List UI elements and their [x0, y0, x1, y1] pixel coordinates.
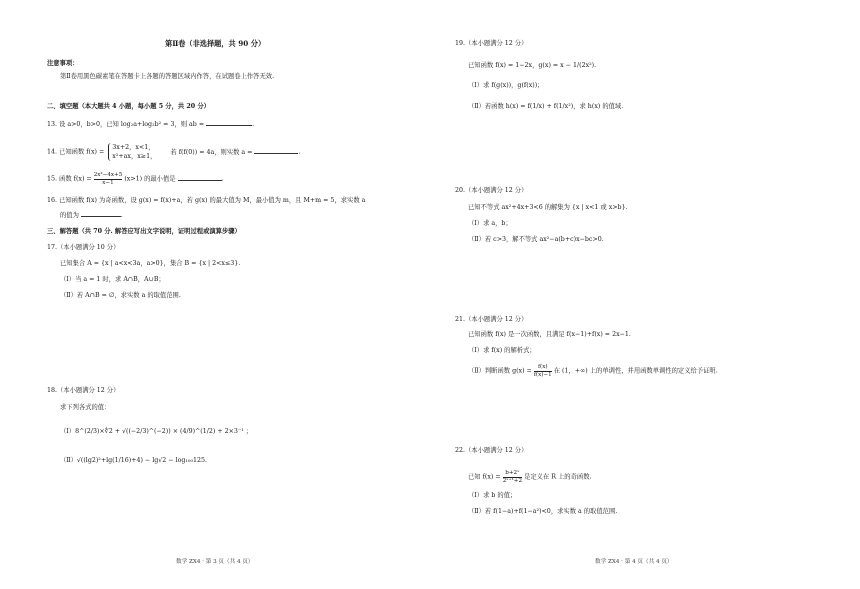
- question-17-part-i: （Ⅰ）当 a = 1 时，求 A∩B，A∪B；: [60, 276, 165, 283]
- question-21-head: 21.（本小题满分 12 分）: [455, 316, 528, 323]
- question-13: 13. 设 a>0，b>0，已知 log₂a+log₂b² = 3，则 ab = .: [47, 121, 255, 128]
- fraction: [94, 172, 123, 186]
- question-18-text: 求下列各式的值：: [60, 404, 111, 411]
- fraction-numerator: 2x²−4x+5: [93, 172, 123, 178]
- question-15-text: 15. 函数 f(x) =: [47, 175, 92, 183]
- section-title: 第Ⅱ卷（非选择题，共 90 分）: [165, 39, 266, 48]
- question-22-text: [468, 470, 592, 484]
- answer-blank: [254, 153, 298, 154]
- solve-heading: 三、解答题（共 70 分. 解答应写出文字说明，证明过程或演算步骤）: [47, 228, 241, 235]
- question-16-line-2: 的值为 .: [60, 212, 123, 219]
- question-17-head: 17.（本小题满分 10 分）: [47, 244, 120, 251]
- answer-blank: [81, 216, 121, 217]
- question-17-part-ii: （Ⅱ）若 A∩B = ∅，求实数 a 的取值范围.: [60, 292, 181, 299]
- question-21-part-i: （Ⅰ）求 f(x) 的解析式；: [468, 347, 536, 354]
- question-21-part-ii: [468, 364, 718, 378]
- question-19-part-ii: （Ⅱ）若函数 h(x) = f(1/x) + f(1/x²)，求 h(x) 的值域.: [468, 103, 624, 110]
- question-19-head: 19.（本小题满分 12 分）: [455, 40, 528, 47]
- question-20-head: 20.（本小题满分 12 分）: [455, 187, 528, 194]
- fraction-numerator: b+2ˣ: [503, 470, 522, 478]
- question-15: 15. 函数 f(x) = $\frac{\text{2x²−4x+5}}{x-1}$ (x>1) 的最小值是 .: [47, 172, 224, 186]
- fill-heading: 二、填空题（本大题共 4 小题，每小题 5 分，共 20 分）: [47, 103, 210, 110]
- fraction-denominator: x−1: [102, 179, 114, 186]
- page-footer-left: 数学 ZX4 · 第 3 页（共 4 页）: [176, 559, 254, 565]
- question-18-part-ii: （Ⅱ）√((lg2)²+lg(1/16)+4) − lg√2 − log₁₀₀125.: [60, 457, 207, 464]
- question-22-text-a: 已知 f(x) =: [468, 473, 501, 481]
- question-15-condition: (x>1) 的最小值是: [124, 175, 176, 183]
- question-14: 14. 已知函数 f(x) = 3x+2，x<1， x²+ax，x≥1， 若 f(f(0)) = 4a，则实数 a = .: [47, 144, 301, 160]
- question-18-part-i: （Ⅰ）8^(2/3)×∜2 + √((−2/3)^(−2)) × (4/9)^(1/2) + 2×3⁻¹ ；: [60, 428, 253, 435]
- question-16-line-2-text: 的值为: [60, 212, 79, 219]
- answer-blank: [206, 125, 252, 126]
- question-22-text-b: 是定义在 R 上的奇函数.: [524, 473, 592, 481]
- question-14-condition: 若 f(f(0)) = 4a，则实数 a =: [170, 148, 253, 156]
- right-page: [430, 0, 860, 589]
- question-21-part-ii-text: （Ⅱ）判断函数 g(x) =: [468, 367, 532, 375]
- fraction-numerator: f(x): [534, 364, 552, 372]
- question-20-part-i: （Ⅰ）求 a，b；: [468, 220, 512, 227]
- question-19-part-i: （Ⅰ）求 f(g(x))，g(f(x))；: [468, 82, 544, 89]
- question-22-part-i: （Ⅰ）求 b 的值；: [468, 492, 517, 499]
- piecewise-case-2: x²+ax，x≥1，: [112, 153, 157, 160]
- page-footer-right: 数学 ZX4 · 第 4 页（共 4 页）: [595, 559, 673, 565]
- question-16-line-1: 16. 已知函数 f(x) 为奇函数，设 g(x) = f(x)+a，若 g(x) 的最大值为 M，最小值为 m，且 M+m = 5，求实数 a: [47, 197, 366, 204]
- notice-heading: 注意事项：: [47, 60, 79, 67]
- fraction-denominator: f(x)−1: [533, 371, 552, 378]
- piecewise-brace: [108, 143, 156, 161]
- question-22-part-ii: （Ⅱ）若 f(1−a)+f(1−a²)<0，求实数 a 的取值范围.: [468, 508, 618, 515]
- question-21-part-ii-rest: 在 (1，+∞) 上的单调性，并用函数单调性的定义给予证明.: [553, 367, 718, 375]
- question-17-text: 已知集合 A = {x | a<x<3a，a>0}，集合 B = {x | 2<x≤3}.: [60, 260, 241, 267]
- question-22-head: 22.（本小题满分 12 分）: [455, 447, 528, 454]
- answer-blank: [178, 180, 222, 181]
- question-21-text: 已知函数 f(x) 是一次函数，且满足 f(x−1)+f(x) = 2x−1.: [468, 331, 631, 338]
- question-14-text: 14. 已知函数 f(x) =: [47, 148, 105, 156]
- notice-text: 第Ⅱ卷用黑色碳素笔在答题卡上各题的答题区域内作答，在试题卷上作答无效.: [60, 73, 275, 80]
- question-20-text: 已知不等式 ax²+4x+3<6 的解集为 {x | x<1 或 x>b}.: [468, 204, 628, 211]
- fraction: [503, 470, 522, 484]
- fraction-denominator: 2ˣ⁺¹+2: [502, 477, 523, 484]
- question-20-part-ii: （Ⅱ）若 c>3，解不等式 ax²−a(b+c)x−bc>0.: [468, 236, 604, 243]
- question-19-text: 已知函数 f(x) = 1−2x，g(x) = x − 1/(2x²).: [468, 62, 597, 69]
- question-18-head: 18.（本小题满分 12 分）: [47, 387, 120, 394]
- question-13-text: 13. 设 a>0，b>0，已知 log₂a+log₂b² = 3，则 ab =: [47, 121, 205, 128]
- piecewise-case-1: 3x+2，x<1，: [112, 144, 155, 151]
- fraction: [534, 364, 552, 378]
